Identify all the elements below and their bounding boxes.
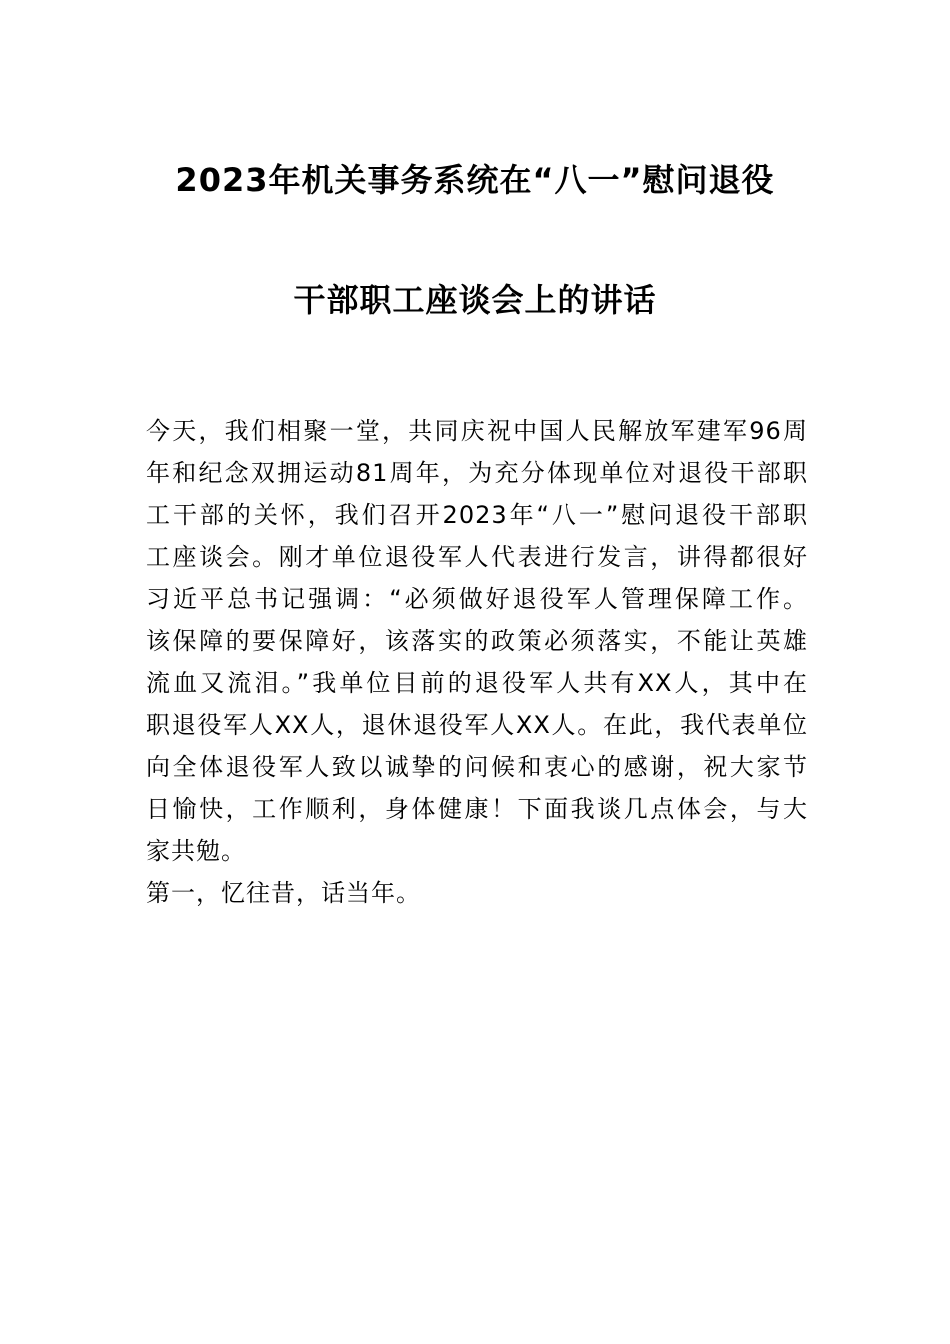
paragraph-1-line: 日愉快，工作顺利，身体健康！下面我谈几点体会，与大 bbox=[146, 795, 808, 823]
paragraph-1-line: 工干部的关怀，我们召开2023年“八一”慰问退役干部职 bbox=[146, 501, 808, 529]
paragraph-2: 第一，忆往昔，话当年。 bbox=[146, 879, 421, 907]
paragraph-1-line: 今天，我们相聚一堂，共同庆祝中国人民解放军建军96周 bbox=[146, 417, 808, 445]
paragraph-1-line: 职退役军人XX人，退休退役军人XX人。在此，我代表单位 bbox=[146, 711, 808, 739]
paragraph-1-line: 家共勉。 bbox=[146, 837, 246, 865]
document-title-line-1: 2023年机关事务系统在“八一”慰问退役 bbox=[175, 161, 775, 199]
document-title-line-2: 干部职工座谈会上的讲话 bbox=[293, 281, 657, 319]
document-body bbox=[146, 410, 808, 914]
paragraph-1-line: 习近平总书记强调：“必须做好退役军人管理保障工作。 bbox=[146, 585, 808, 613]
paragraph-1-line: 该保障的要保障好，该落实的政策必须落实，不能让英雄 bbox=[146, 627, 808, 655]
paragraph-1-line: 工座谈会。刚才单位退役军人代表进行发言，讲得都很好 bbox=[146, 543, 808, 571]
paragraph-1-line: 向全体退役军人致以诚挚的问候和衷心的感谢，祝大家节 bbox=[146, 753, 808, 781]
paragraph-1-line: 流血又流泪。”我单位目前的退役军人共有XX人，其中在 bbox=[146, 669, 808, 697]
paragraph-1-line: 年和纪念双拥运动81周年，为充分体现单位对退役干部职 bbox=[146, 459, 808, 487]
